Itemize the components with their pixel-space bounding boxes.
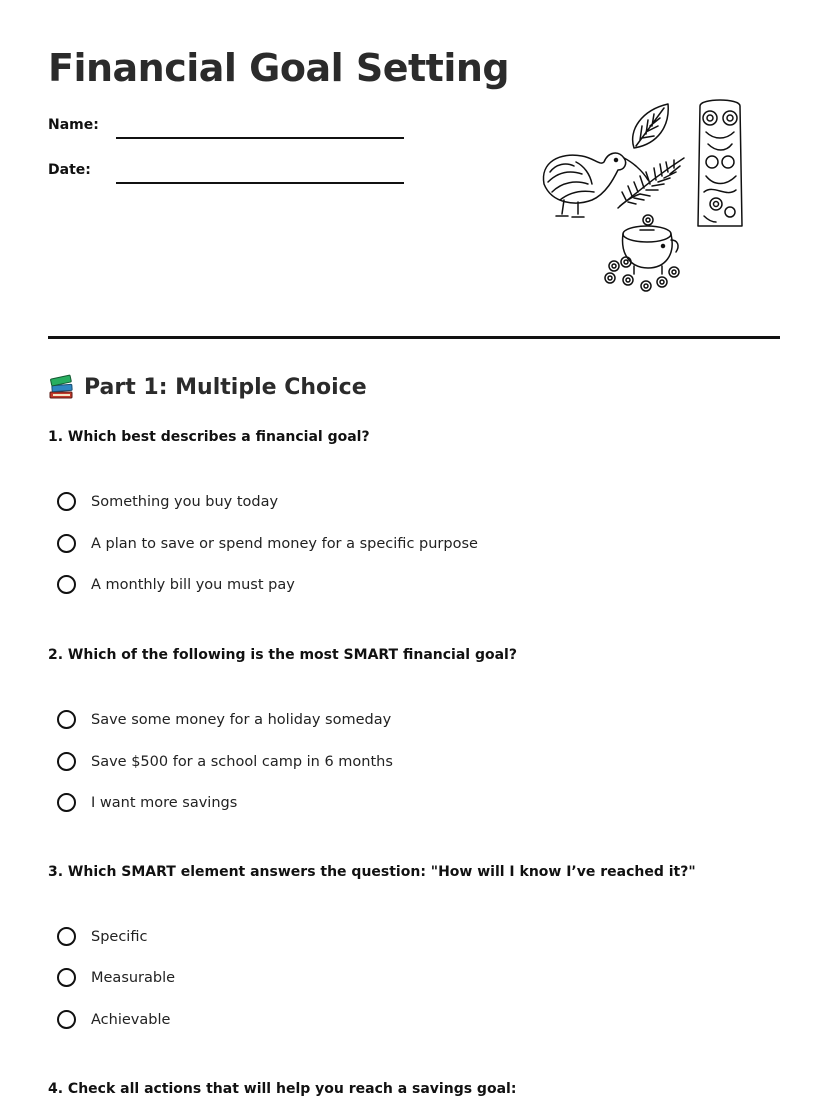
name-field[interactable] — [116, 137, 404, 139]
name-label: Name: — [48, 117, 99, 133]
section-divider — [48, 336, 780, 339]
radio-circle-icon[interactable] — [57, 927, 76, 946]
radio-circle-icon[interactable] — [57, 968, 76, 987]
option-label: I want more savings — [91, 794, 238, 811]
question-3: 3. Which SMART element answers the question: "How will I know I’ve reached it?" — [48, 864, 696, 880]
radio-circle-icon[interactable] — [57, 534, 76, 553]
option-label: Something you buy today — [91, 493, 279, 510]
option-label: A plan to save or spend money for a specific purpose — [91, 535, 478, 552]
q2-option-2[interactable] — [57, 752, 393, 771]
date-label: Date: — [48, 162, 91, 178]
books-icon — [48, 373, 74, 401]
radio-circle-icon[interactable] — [57, 575, 76, 594]
section-heading-text: Part 1: Multiple Choice — [84, 374, 367, 400]
question-2: 2. Which of the following is the most SMART financial goal? — [48, 647, 517, 663]
radio-circle-icon[interactable] — [57, 492, 76, 511]
radio-circle-icon[interactable] — [57, 793, 76, 812]
q1-option-1[interactable] — [57, 492, 278, 511]
radio-circle-icon[interactable] — [57, 752, 76, 771]
carved-totem-icon — [698, 100, 742, 226]
page-title: Financial Goal Setting — [48, 46, 510, 90]
option-label: Save $500 for a school camp in 6 months — [91, 753, 393, 770]
q1-option-2[interactable] — [57, 534, 478, 553]
option-label: Save some money for a holiday someday — [91, 711, 392, 728]
radio-circle-icon[interactable] — [57, 1010, 76, 1029]
illustration — [530, 96, 760, 302]
piggy-bank-icon — [623, 215, 679, 274]
q1-option-3[interactable] — [57, 575, 295, 594]
coins-icon — [605, 257, 679, 291]
date-field[interactable] — [116, 182, 404, 184]
silver-fern-icon — [618, 158, 684, 208]
radio-circle-icon[interactable] — [57, 710, 76, 729]
question-1: 1. Which best describes a financial goal? — [48, 429, 370, 445]
question-4: 4. Check all actions that will help you reach a savings goal: — [48, 1081, 517, 1097]
option-label: Measurable — [91, 969, 176, 986]
leaf-icon — [633, 104, 669, 148]
q2-option-1[interactable] — [57, 710, 391, 729]
q3-option-2[interactable] — [57, 968, 175, 987]
q2-option-3[interactable] — [57, 793, 237, 812]
option-label: Achievable — [91, 1011, 171, 1028]
section-heading-part-1 — [48, 373, 367, 401]
kiwi-bird-icon — [543, 153, 648, 217]
q3-option-1[interactable] — [57, 927, 147, 946]
option-label: A monthly bill you must pay — [91, 576, 295, 593]
option-label: Specific — [91, 928, 148, 945]
q3-option-3[interactable] — [57, 1010, 170, 1029]
